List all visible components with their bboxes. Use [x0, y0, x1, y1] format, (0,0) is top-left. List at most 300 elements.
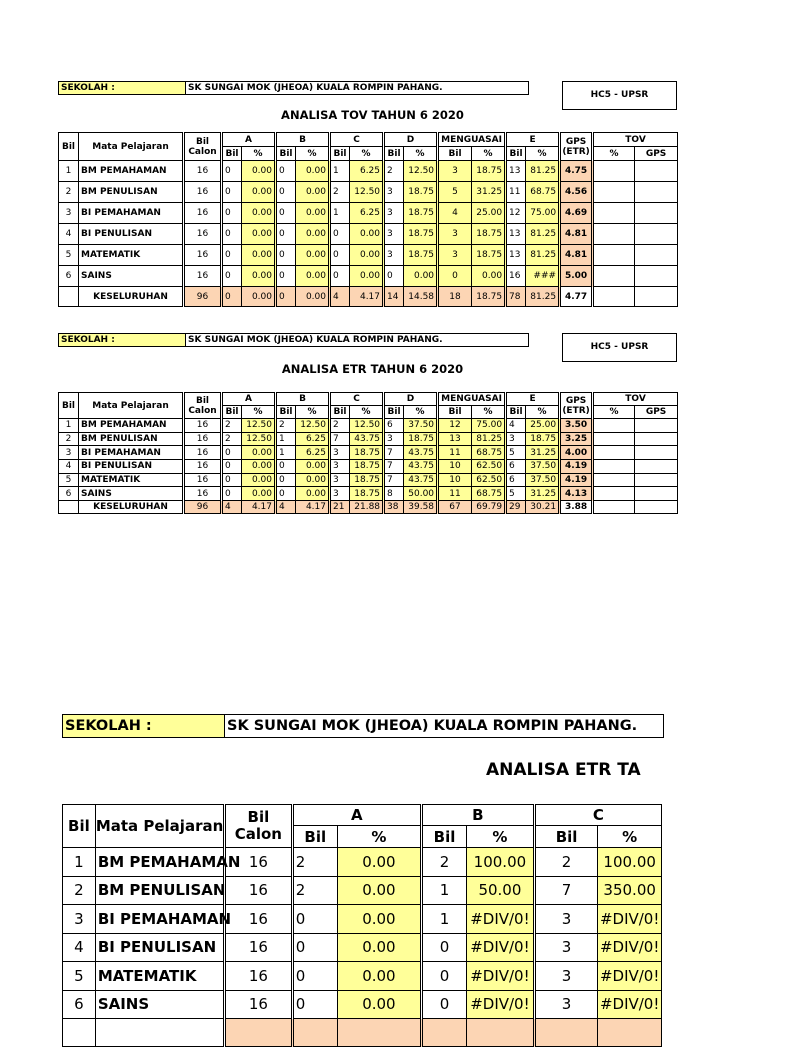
candidate-count: 16 [184, 182, 222, 203]
sub-pct: % [467, 826, 535, 848]
grade-d-percent: 0.00 [404, 266, 438, 287]
gps-value: 4.00 [560, 446, 593, 460]
total-cell [63, 1019, 96, 1047]
grade-a-count: 0 [292, 962, 337, 991]
row-number: 5 [63, 962, 96, 991]
col-grade-c: C [534, 805, 661, 826]
row-number: 4 [59, 460, 79, 474]
grade-e-count: 3 [506, 432, 526, 446]
grade-c-percent: 12.50 [350, 419, 384, 433]
tov-gps [635, 224, 678, 245]
total-menguasai-count: 67 [438, 501, 472, 514]
sub-bil: Bil [438, 406, 472, 419]
grade-b-count: 0 [276, 161, 296, 182]
grade-d-percent: 50.00 [404, 487, 438, 501]
row-number: 3 [63, 905, 96, 934]
grade-a-percent: 0.00 [337, 990, 421, 1019]
grade-e-count: 6 [506, 460, 526, 474]
grade-a-percent: 12.50 [242, 419, 276, 433]
total-blank [59, 501, 79, 514]
total-c-count: 21 [330, 501, 350, 514]
grade-d-count: 0 [384, 266, 404, 287]
row-number: 2 [63, 876, 96, 905]
grade-d-percent: 12.50 [404, 161, 438, 182]
grade-d-percent: 43.75 [404, 446, 438, 460]
sub-pct: % [598, 826, 662, 848]
grade-b-percent: 0.00 [296, 182, 330, 203]
school-name: SK SUNGAI MOK (JHEOA) KUALA ROMPIN PAHANG. [185, 333, 529, 347]
grade-c-percent: 350.00 [598, 876, 662, 905]
grade-d-count: 7 [384, 460, 404, 474]
grade-b-count: 2 [276, 419, 296, 433]
grade-a-count: 0 [222, 473, 242, 487]
grade-e-percent: 81.25 [526, 245, 560, 266]
menguasai-count: 11 [438, 487, 472, 501]
grade-e-count: 5 [506, 446, 526, 460]
grade-a-percent: 0.00 [242, 161, 276, 182]
grade-a-count: 0 [292, 990, 337, 1019]
menguasai-count: 11 [438, 446, 472, 460]
grade-c-count: 1 [330, 161, 350, 182]
grade-c-percent: 43.75 [350, 432, 384, 446]
sub-gps: GPS [635, 147, 678, 161]
total-cell [337, 1019, 421, 1047]
col-gps: GPS (ETR) [560, 133, 593, 161]
subject-name: BI PEMAHAMAN [79, 446, 184, 460]
total-tov-gps [635, 501, 678, 514]
grade-b-count: 0 [276, 203, 296, 224]
grade-c-count: 3 [534, 905, 598, 934]
subject-name: BM PEMAHAMAN [79, 419, 184, 433]
total-candidates: 96 [184, 501, 222, 514]
sub-bil: Bil [384, 406, 404, 419]
grade-a-count: 2 [222, 432, 242, 446]
col-grade-c: C [330, 133, 384, 147]
tov-percent [593, 203, 635, 224]
grade-b-percent: #DIV/0! [467, 990, 535, 1019]
col-grade-d: D [384, 393, 438, 406]
candidate-count: 16 [184, 473, 222, 487]
grade-b-count: 0 [276, 460, 296, 474]
grade-e-percent: 68.75 [526, 182, 560, 203]
grade-c-count: 3 [330, 473, 350, 487]
total-tov-gps [635, 287, 678, 307]
menguasai-count: 12 [438, 419, 472, 433]
tov-percent [593, 161, 635, 182]
col-subject: Mata Pelajaran [95, 805, 224, 848]
grade-b-count: 0 [421, 933, 466, 962]
candidate-count: 16 [225, 876, 293, 905]
gps-value: 4.19 [560, 473, 593, 487]
grade-e-percent: 31.25 [526, 487, 560, 501]
grade-a-percent: 12.50 [242, 432, 276, 446]
grade-b-percent: 0.00 [296, 224, 330, 245]
row-number: 1 [59, 419, 79, 433]
school-label: SEKOLAH : [62, 714, 225, 738]
gps-value: 3.50 [560, 419, 593, 433]
table-row [59, 419, 678, 433]
total-cell [225, 1019, 293, 1047]
subject-name: MATEMATIK [79, 473, 184, 487]
grade-a-percent: 0.00 [242, 203, 276, 224]
grade-b-count: 0 [276, 182, 296, 203]
grade-d-count: 3 [384, 432, 404, 446]
table-row [63, 876, 662, 905]
grade-a-percent: 0.00 [242, 460, 276, 474]
row-number: 6 [59, 487, 79, 501]
menguasai-count: 3 [438, 161, 472, 182]
grade-c-percent: #DIV/0! [598, 962, 662, 991]
row-number: 3 [59, 203, 79, 224]
grade-a-count: 0 [222, 224, 242, 245]
sub-pct: % [472, 147, 506, 161]
candidate-count: 16 [225, 848, 293, 877]
total-tov-percent [593, 287, 635, 307]
col-bil-calon: Bil Calon [184, 393, 222, 419]
table-row [59, 182, 678, 203]
menguasai-percent: 81.25 [472, 432, 506, 446]
tov-percent [593, 245, 635, 266]
table-row [63, 933, 662, 962]
row-number: 4 [59, 224, 79, 245]
grade-c-percent: #DIV/0! [598, 990, 662, 1019]
menguasai-count: 10 [438, 460, 472, 474]
sub-pct: % [350, 406, 384, 419]
table-row [59, 473, 678, 487]
col-grade-b: B [421, 805, 534, 826]
tov-gps [635, 473, 678, 487]
table-row [59, 245, 678, 266]
grade-c-count: 2 [330, 182, 350, 203]
grade-d-count: 7 [384, 446, 404, 460]
grade-b-count: 0 [276, 224, 296, 245]
grade-a-percent: 0.00 [242, 245, 276, 266]
grade-b-count: 1 [421, 905, 466, 934]
total-b-count: 0 [276, 287, 296, 307]
candidate-count: 16 [225, 905, 293, 934]
school-name: SK SUNGAI MOK (JHEOA) KUALA ROMPIN PAHANG. [185, 81, 529, 95]
total-cell [467, 1019, 535, 1047]
subject-name: MATEMATIK [79, 245, 184, 266]
total-label: KESELURUHAN [79, 287, 184, 307]
grade-b-count: 0 [421, 962, 466, 991]
subject-name: BI PENULISAN [95, 933, 224, 962]
total-c-count: 4 [330, 287, 350, 307]
grade-e-count: 13 [506, 224, 526, 245]
grade-d-percent: 43.75 [404, 473, 438, 487]
sub-bil: Bil [438, 147, 472, 161]
gps-value: 4.56 [560, 182, 593, 203]
candidate-count: 16 [184, 203, 222, 224]
col-grade-e: E [506, 133, 560, 147]
total-d-percent: 14.58 [404, 287, 438, 307]
sub-pct: % [242, 406, 276, 419]
grade-c-count: 3 [534, 990, 598, 1019]
table-row [59, 161, 678, 182]
total-cell [598, 1019, 662, 1047]
menguasai-count: 4 [438, 203, 472, 224]
menguasai-percent: 68.75 [472, 487, 506, 501]
subject-name: BM PENULISAN [79, 432, 184, 446]
etr-title: ANALISA ETR TAHUN 6 2020 [281, 362, 464, 376]
sub-pct: % [472, 406, 506, 419]
table-row [63, 905, 662, 934]
zoom-viewport [0, 700, 660, 1024]
tov-gps [635, 432, 678, 446]
grade-d-count: 8 [384, 487, 404, 501]
total-gps: 3.88 [560, 501, 593, 514]
subject-name: BM PENULISAN [79, 182, 184, 203]
grade-b-count: 0 [276, 487, 296, 501]
tov-percent [593, 432, 635, 446]
row-number: 5 [59, 473, 79, 487]
sub-bil: Bil [506, 406, 526, 419]
total-d-percent: 39.58 [404, 501, 438, 514]
grade-b-percent: 100.00 [467, 848, 535, 877]
sub-pct: % [593, 147, 635, 161]
grade-a-percent: 0.00 [337, 962, 421, 991]
col-bil: Bil [59, 393, 79, 419]
subject-name: SAINS [95, 990, 224, 1019]
subject-name: MATEMATIK [95, 962, 224, 991]
grade-b-percent: 50.00 [467, 876, 535, 905]
tov-gps [635, 245, 678, 266]
sub-bil: Bil [276, 147, 296, 161]
grade-c-percent: #DIV/0! [598, 905, 662, 934]
grade-b-percent: 0.00 [296, 266, 330, 287]
grade-c-percent: 18.75 [350, 460, 384, 474]
candidate-count: 16 [184, 432, 222, 446]
total-e-count: 78 [506, 287, 526, 307]
grade-e-count: 5 [506, 487, 526, 501]
grade-c-count: 3 [330, 446, 350, 460]
col-grade-a: A [222, 133, 276, 147]
total-c-percent: 21.88 [350, 501, 384, 514]
grade-b-percent: 6.25 [296, 446, 330, 460]
tov-gps [635, 266, 678, 287]
school-name: SK SUNGAI MOK (JHEOA) KUALA ROMPIN PAHANG. [224, 714, 664, 738]
grade-c-count: 2 [330, 419, 350, 433]
gps-value: 4.69 [560, 203, 593, 224]
col-bil-calon: Bil Calon [225, 805, 293, 848]
grade-b-percent: 0.00 [296, 473, 330, 487]
grade-c-percent: 18.75 [350, 473, 384, 487]
grade-e-count: 12 [506, 203, 526, 224]
grade-e-count: 16 [506, 266, 526, 287]
grade-b-percent: 12.50 [296, 419, 330, 433]
grade-c-count: 3 [330, 460, 350, 474]
grade-a-count: 2 [292, 848, 337, 877]
grade-a-percent: 0.00 [242, 473, 276, 487]
table-row [59, 224, 678, 245]
grade-e-percent: 37.50 [526, 460, 560, 474]
col-tov: TOV [593, 393, 678, 406]
total-menguasai-percent: 18.75 [472, 287, 506, 307]
gps-value: 4.81 [560, 224, 593, 245]
candidate-count: 16 [184, 266, 222, 287]
sub-bil: Bil [222, 406, 242, 419]
grade-e-count: 13 [506, 161, 526, 182]
grade-b-percent: #DIV/0! [467, 905, 535, 934]
tov-gps [635, 419, 678, 433]
sub-gps: GPS [635, 406, 678, 419]
grade-a-count: 0 [292, 933, 337, 962]
grade-c-count: 2 [534, 848, 598, 877]
tov-percent [593, 266, 635, 287]
table-row [59, 432, 678, 446]
col-subject: Mata Pelajaran [79, 393, 184, 419]
row-number: 6 [59, 266, 79, 287]
total-a-percent: 0.00 [242, 287, 276, 307]
grade-c-count: 3 [534, 933, 598, 962]
row-number: 4 [63, 933, 96, 962]
grade-a-count: 0 [292, 905, 337, 934]
candidate-count: 16 [225, 962, 293, 991]
grade-b-count: 1 [276, 446, 296, 460]
tov-table [58, 132, 678, 307]
total-gps: 4.77 [560, 287, 593, 307]
table-row [59, 487, 678, 501]
subject-name: BM PENULISAN [95, 876, 224, 905]
grade-a-percent: 0.00 [337, 848, 421, 877]
grade-d-count: 3 [384, 203, 404, 224]
row-number: 3 [59, 446, 79, 460]
total-label: KESELURUHAN [79, 501, 184, 514]
table-row [63, 990, 662, 1019]
col-grade-a: A [292, 805, 421, 826]
total-e-count: 29 [506, 501, 526, 514]
total-a-percent: 4.17 [242, 501, 276, 514]
grade-b-count: 2 [421, 848, 466, 877]
grade-d-percent: 18.75 [404, 182, 438, 203]
candidate-count: 16 [184, 419, 222, 433]
tov-gps [635, 161, 678, 182]
grade-c-count: 3 [534, 962, 598, 991]
grade-d-percent: 18.75 [404, 245, 438, 266]
sub-pct: % [404, 147, 438, 161]
etr-title-zoom: ANALISA ETR TA [486, 760, 641, 780]
grade-a-percent: 0.00 [242, 224, 276, 245]
tov-gps [635, 182, 678, 203]
table-row [63, 962, 662, 991]
col-bil: Bil [63, 805, 96, 848]
total-row [63, 1019, 662, 1047]
grade-e-percent: 25.00 [526, 419, 560, 433]
grade-c-count: 0 [330, 224, 350, 245]
col-bil-calon: Bil Calon [184, 133, 222, 161]
grade-e-percent: 18.75 [526, 432, 560, 446]
grade-e-count: 6 [506, 473, 526, 487]
col-grade-d: D [384, 133, 438, 147]
table-row [63, 848, 662, 877]
grade-a-count: 0 [222, 245, 242, 266]
sub-pct: % [242, 147, 276, 161]
table-row [59, 446, 678, 460]
sub-pct: % [526, 147, 560, 161]
total-row [59, 501, 678, 514]
gps-value: 4.19 [560, 460, 593, 474]
candidate-count: 16 [225, 990, 293, 1019]
grade-d-count: 3 [384, 182, 404, 203]
total-c-percent: 4.17 [350, 287, 384, 307]
row-number: 2 [59, 182, 79, 203]
grade-e-count: 11 [506, 182, 526, 203]
total-b-count: 4 [276, 501, 296, 514]
table-row [59, 203, 678, 224]
tov-gps [635, 460, 678, 474]
grade-b-percent: #DIV/0! [467, 933, 535, 962]
total-b-percent: 0.00 [296, 287, 330, 307]
sub-pct: % [337, 826, 421, 848]
total-cell [292, 1019, 337, 1047]
total-cell [534, 1019, 598, 1047]
tov-percent [593, 224, 635, 245]
grade-c-count: 0 [330, 245, 350, 266]
total-cell [421, 1019, 466, 1047]
grade-a-count: 0 [222, 266, 242, 287]
menguasai-percent: 25.00 [472, 203, 506, 224]
grade-d-count: 3 [384, 224, 404, 245]
grade-b-count: 1 [276, 432, 296, 446]
sub-bil: Bil [384, 147, 404, 161]
grade-e-percent: 31.25 [526, 446, 560, 460]
menguasai-percent: 68.75 [472, 446, 506, 460]
sub-pct: % [296, 406, 330, 419]
menguasai-percent: 62.50 [472, 460, 506, 474]
total-e-percent: 81.25 [526, 287, 560, 307]
school-label: SEKOLAH : [58, 333, 186, 347]
menguasai-percent: 18.75 [472, 245, 506, 266]
candidate-count: 16 [184, 245, 222, 266]
sub-bil: Bil [292, 826, 337, 848]
subject-name: BM PEMAHAMAN [95, 848, 224, 877]
sub-pct: % [526, 406, 560, 419]
grade-c-percent: 18.75 [350, 487, 384, 501]
gps-value: 4.75 [560, 161, 593, 182]
grade-b-percent: #DIV/0! [467, 962, 535, 991]
total-d-count: 38 [384, 501, 404, 514]
sub-pct: % [350, 147, 384, 161]
grade-b-percent: 0.00 [296, 245, 330, 266]
total-b-percent: 4.17 [296, 501, 330, 514]
grade-c-percent: 0.00 [350, 266, 384, 287]
grade-e-percent: 75.00 [526, 203, 560, 224]
candidate-count: 16 [184, 224, 222, 245]
grade-c-count: 0 [330, 266, 350, 287]
grade-b-count: 1 [421, 876, 466, 905]
col-tov: TOV [593, 133, 678, 147]
grade-a-percent: 0.00 [337, 933, 421, 962]
grade-c-count: 7 [534, 876, 598, 905]
grade-d-count: 2 [384, 161, 404, 182]
col-gps: GPS (ETR) [560, 393, 593, 419]
sub-bil: Bil [276, 406, 296, 419]
menguasai-count: 5 [438, 182, 472, 203]
tov-percent [593, 473, 635, 487]
grade-b-count: 0 [276, 266, 296, 287]
grade-e-count: 4 [506, 419, 526, 433]
grade-a-count: 0 [222, 161, 242, 182]
table-row [59, 266, 678, 287]
tov-gps [635, 203, 678, 224]
sub-bil: Bil [534, 826, 598, 848]
grade-a-count: 0 [222, 446, 242, 460]
sub-bil: Bil [506, 147, 526, 161]
grade-a-count: 0 [222, 460, 242, 474]
col-grade-c: C [330, 393, 384, 406]
tov-percent [593, 487, 635, 501]
grade-a-percent: 0.00 [337, 905, 421, 934]
